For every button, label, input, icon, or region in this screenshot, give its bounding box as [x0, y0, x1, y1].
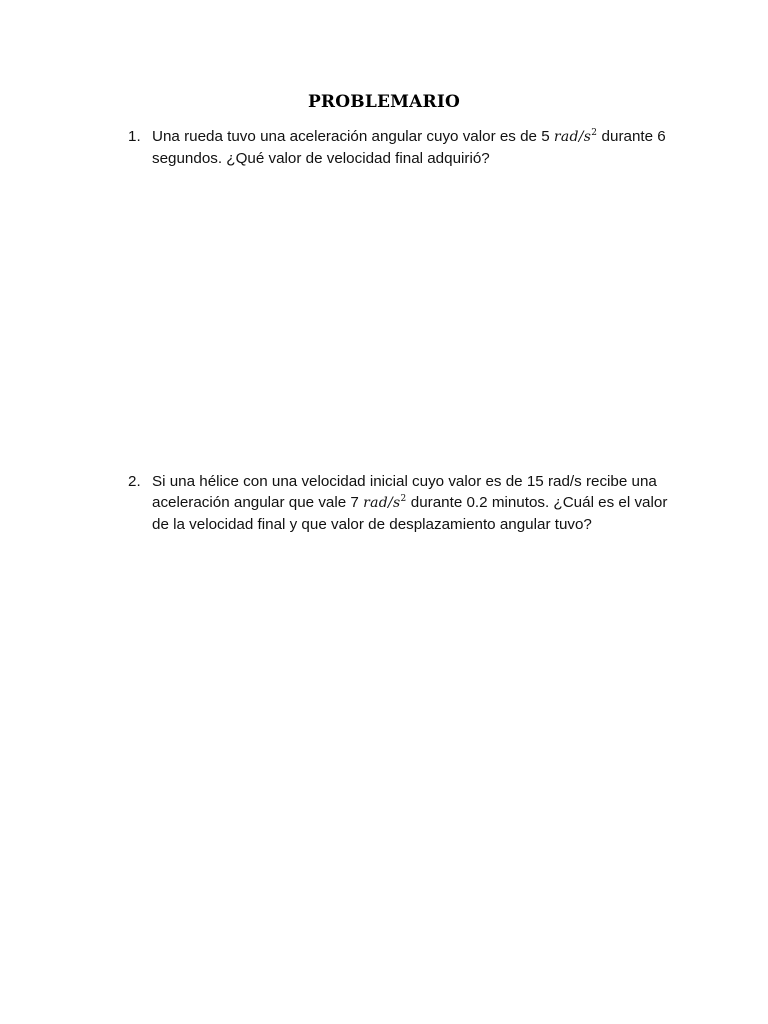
- problem-text-before: Si una hélice con una velocidad inicial cuyo valor es de 15 rad/s recibe una aceleración angular que vale 7: [152, 473, 657, 511]
- math-unit: [363, 495, 406, 511]
- problem-text-after: durante 0.2 minutos. ¿Cuál es el valor de la velocidad final y que valor de desplazamiento angular tuvo?: [152, 494, 668, 533]
- problem-text: [152, 471, 668, 535]
- math-unit-base: rad/s: [363, 495, 401, 511]
- math-unit-exponent: 2: [400, 494, 407, 504]
- problem-number: 2.: [128, 473, 141, 490]
- math-unit: [554, 129, 597, 145]
- problem-item: [128, 471, 668, 535]
- page-title: PROBLEMARIO: [307, 92, 461, 112]
- problem-text-before: Una rueda tuvo una aceleración angular cuyo valor es de 5: [152, 128, 554, 145]
- math-unit-exponent: 2: [591, 128, 598, 138]
- problem-text: [152, 126, 668, 169]
- math-unit-base: rad/s: [553, 129, 592, 145]
- problem-number: 1.: [128, 128, 141, 145]
- problem-text-after: durante 6 segundos. ¿Qué valor de velocidad final adquirió?: [152, 128, 666, 167]
- problem-item: [128, 126, 668, 169]
